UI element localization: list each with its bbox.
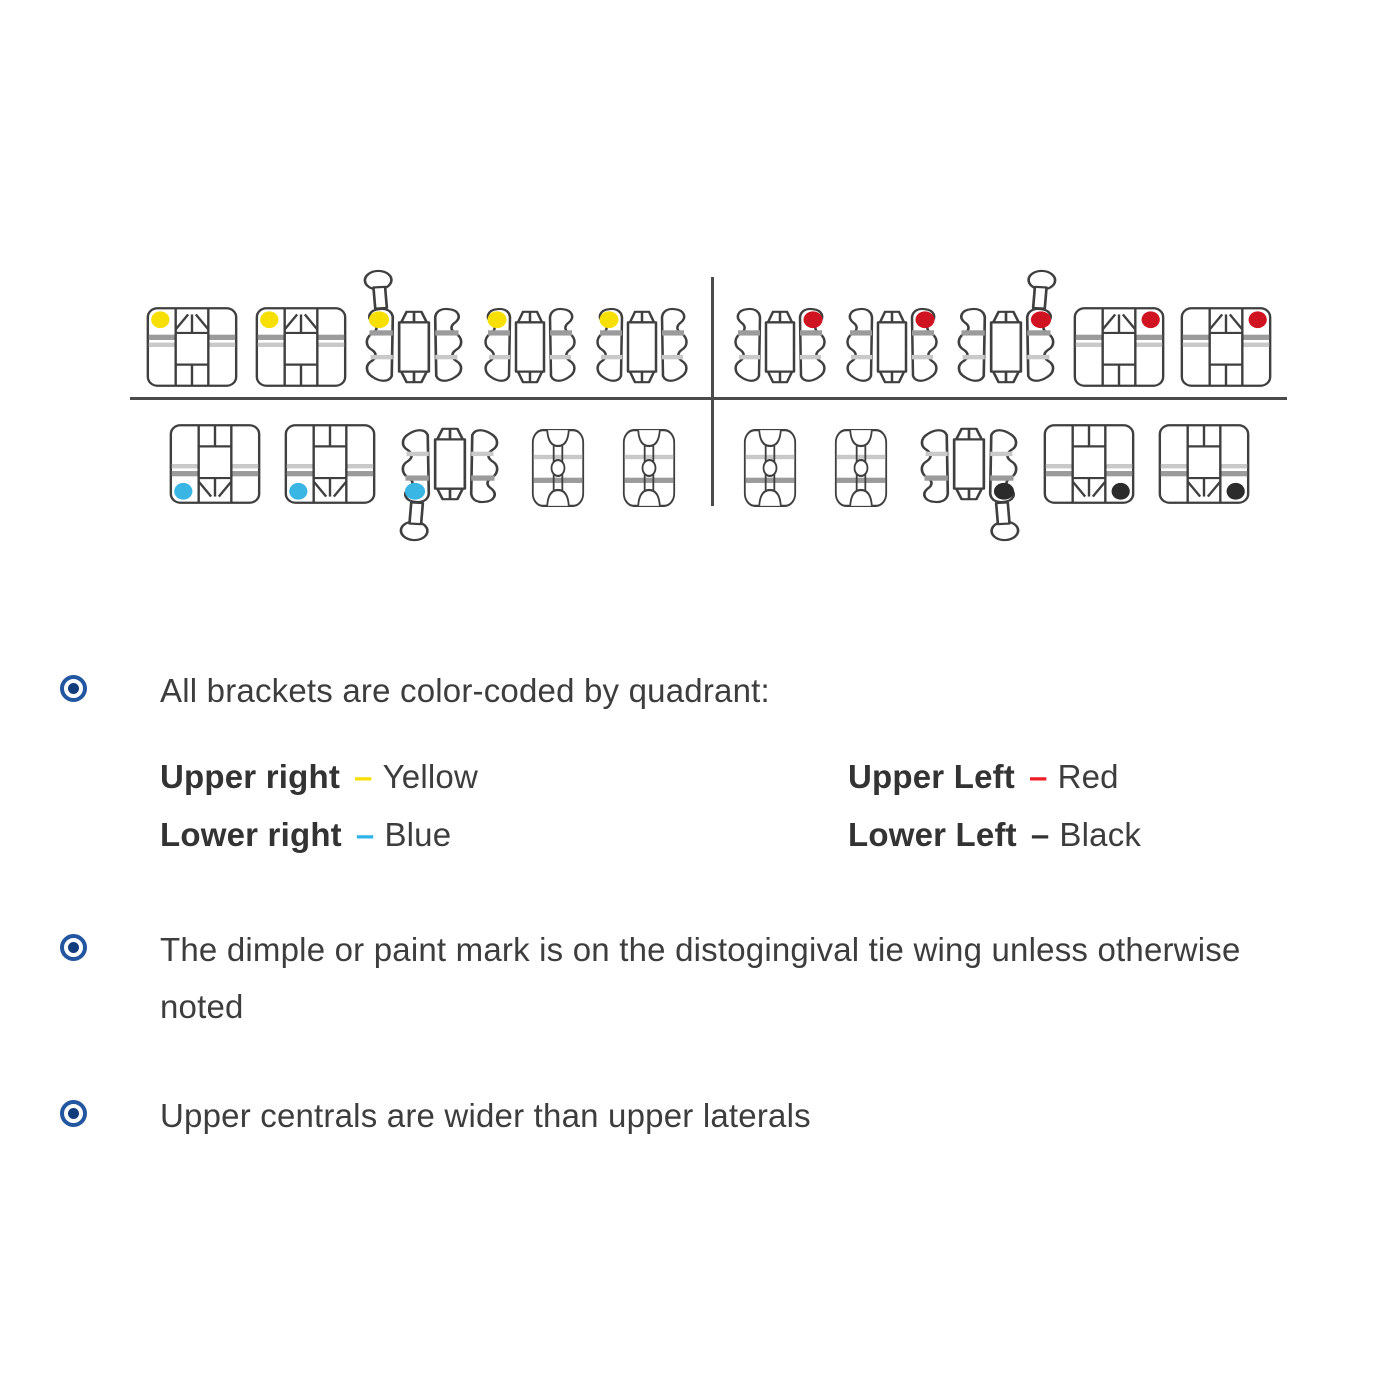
quadrant-dot [1031,311,1051,328]
quadrant-upper-left [730,303,1274,391]
bracket-small [522,424,594,512]
legend-label-upper-right: Upper right [160,758,341,795]
bracket-twin [1156,420,1252,508]
bracket-twin [144,303,240,391]
bracket-small [734,424,806,512]
bracket-twin [167,420,263,508]
legend-dash-blue: – [355,816,375,853]
bracket-twin [1041,420,1137,508]
bracket-diagram [0,0,1400,560]
quadrant-dot [369,311,389,328]
bracket-canine [361,303,467,391]
bullet-color-coded [60,662,770,719]
bracket-small [613,424,685,512]
bullet-radio-dot [68,1108,79,1119]
bullet-radio-icon [60,934,87,961]
color-legend [160,752,1280,859]
bracket-twin [1071,303,1167,391]
bracket-canine [953,303,1059,391]
quadrant-dot [1112,483,1130,500]
bullet-text-dimple-note: The dimple or paint mark is on the distogingival tie wing unless otherwise noted [160,931,1241,1025]
legend-dash-yellow: – [354,758,373,795]
legend-item-upper-right [160,752,848,801]
bullet-radio-icon [60,675,87,702]
bullet-text-centrals-note: Upper centrals are wider than upper laterals [160,1097,811,1134]
quadrant-dot [1227,483,1245,500]
bracket-canine [397,420,503,508]
quadrant-dot [151,311,169,328]
quadrant-lower-right [167,420,685,512]
quadrant-dot [260,311,278,328]
legend-item-lower-right [160,810,848,859]
bracket-premolar [730,303,830,391]
quadrant-dot [804,311,823,328]
legend-value-red: Red [1057,758,1119,795]
bracket-premolar [480,303,580,391]
bracket-twin [1178,303,1274,391]
bracket-premolar [592,303,692,391]
bullet-dimple-note [60,921,1325,1035]
quadrant-dot [405,483,425,500]
bullet-centrals-note [60,1087,811,1144]
legend-dash-black: – [1030,816,1050,853]
quadrant-dot [915,311,934,328]
bracket-twin [253,303,349,391]
midline-divider-line [711,277,714,506]
legend-item-lower-left [848,810,1280,859]
quadrant-dot [1141,311,1159,328]
quadrant-dot [1249,311,1267,328]
legend-label-lower-right: Lower right [160,816,342,853]
quadrant-dot [289,483,307,500]
legend-dash-red: – [1029,758,1048,795]
quadrant-dot [994,483,1014,500]
legend-label-upper-left: Upper Left [848,758,1015,795]
quadrant-dot [600,311,619,328]
bullet-radio-dot [68,683,79,694]
legend-value-black: Black [1059,816,1142,853]
bracket-twin [282,420,378,508]
bullet-radio-dot [68,942,79,953]
legend-label-lower-left: Lower Left [848,816,1017,853]
quadrant-dot [487,311,506,328]
quadrant-dot [174,483,192,500]
bracket-canine [916,420,1022,508]
legend-value-yellow: Yellow [382,758,478,795]
bracket-small [825,424,897,512]
bullet-text-color-coded: All brackets are color-coded by quadrant: [160,672,770,709]
quadrant-lower-left [734,420,1252,512]
quadrant-upper-right [144,303,692,391]
occlusal-divider-line [130,397,1287,400]
legend-value-blue: Blue [384,816,452,853]
legend-item-upper-left [848,752,1280,801]
bullet-radio-icon [60,1100,87,1127]
bracket-premolar [842,303,942,391]
